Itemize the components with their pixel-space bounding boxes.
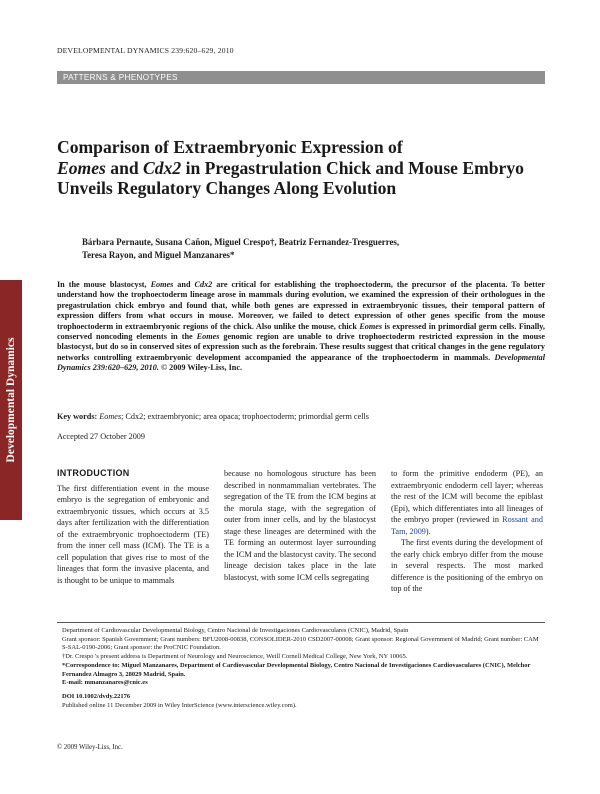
abstract-copyright: © 2009 Wiley-Liss, Inc. — [158, 363, 243, 373]
body-column-2 — [224, 468, 376, 583]
accepted-date: Accepted 27 October 2009 — [57, 432, 145, 441]
body-text: The first events during the development of the early chick embryo differ from the mouse in several respects. The most marked difference is the positioning of the embryo on top of the — [391, 538, 543, 593]
title-gene-eomes: Eomes — [57, 157, 106, 178]
section-band: PATTERNS & PHENOTYPES — [57, 71, 545, 84]
running-head: DEVELOPMENTAL DYNAMICS 239:620–629, 2010 — [57, 46, 234, 55]
abstract — [57, 280, 545, 374]
keywords — [57, 411, 545, 422]
correspondence-email: E-mail: mmanzanares@cnic.es — [62, 679, 148, 687]
body-text: ). — [425, 526, 431, 536]
published-online: Published online 11 December 2009 in Wiley InterScience (www.interscience.wiley.com). — [62, 701, 297, 709]
body-text: The first differentiation event in the mouse embryo is the segregation of embryonic and extraembryonic tissues, which occurs at 3.5 days after fertilization with the differentiation of the extraembryonic trophoectoderm (TE) from the inner cell mass (ICM). The TE is a cell population that gives rise to most of the lineages that form the invasive placenta, and is thought to be unique to mammals — [57, 483, 209, 585]
reference-link[interactable]: Rossant and Tam, 2009 — [391, 515, 543, 536]
abstract-text: genomic region are unable to drive trophoectoderm restricted expression in the mouse blastocyst, but do so in conserved sites of expression such as the forebrain. These results suggest that critical changes in the gene regulatory networks controlling extraembryonic development accompanied the appearance of the trophoectoderm in mammals. — [57, 332, 545, 362]
title-gene-cdx2: Cdx2 — [143, 157, 182, 178]
footnotes — [62, 627, 542, 710]
body-column-3 — [391, 468, 543, 595]
page-copyright: © 2009 Wiley-Liss, Inc. — [57, 744, 123, 751]
abstract-gene: Eomes — [359, 321, 383, 331]
title-part1: Comparison of Extraembryonic Expression of — [57, 137, 403, 157]
title-part2: in Pregastrulation Chick and Mouse Embryo Unveils Regulatory Changes Along Evolution — [57, 157, 524, 198]
body-text: to form the primitive endoderm (PE), an extraembryonic endoderm cell layer; whereas the rest of the ICM will become the epiblast (Epi), which differentiates into all lineages of the embryo proper (reviewed in — [391, 469, 543, 524]
footnote-divider — [57, 622, 545, 623]
keyword-eomes: Eomes — [99, 412, 122, 421]
author-list — [82, 236, 522, 262]
authors-line-2: Teresa Rayon, and Miguel Manzanares* — [82, 250, 235, 260]
doi: DOI 10.1002/dvdy.22176 — [62, 692, 131, 700]
body-column-1 — [57, 468, 209, 586]
correspondence-note: *Correspondence to: Miguel Manzanares, Department of Cardiovascular Developmental Biology, Centro Nacional de Investigaciones Cardiovasculares (CNIC), Melchor Fernandez Almagro 3, 28029 Madrid, Spain. — [62, 661, 531, 678]
authors-line-1: Bárbara Pernaute, Susana Cañon, Miguel Crespo†, Beatriz Fernandez-Tresguerres, — [82, 237, 400, 247]
side-tab-label: Developmental Dynamics — [5, 337, 17, 463]
introduction-heading: INTRODUCTION — [57, 468, 130, 478]
grant-info: Grant sponsor: Spanish Government; Grant numbers: BFU2008-00838, CONSOLIDER-2010 CSD2007-00008; Grant sponsor: Regional Government of Madrid; Grant number: CAM S-SAL-0190-2006; Grant sponsor: the ProCNIC Foundation. — [62, 635, 539, 652]
article-title — [57, 137, 557, 199]
abstract-text: and — [173, 280, 195, 289]
journal-side-tab — [0, 280, 22, 520]
keywords-rest: ; Cdx2; extraembryonic; area opaca; trophoectoderm; primordial germ cells — [121, 412, 369, 421]
keywords-label: Key words: — [57, 412, 98, 421]
present-address-note: †Dr. Crespo 's present address is Department of Neurology and Neuroscience, Weill Cornell Medical College, New York, NY 10065. — [62, 653, 408, 661]
body-text: because no homologous structure has been described in nonmammalian vertebrates. The segregation of the TE from the ICM begins at the morula stage, with the segregation of outer from inner cells, and by the blastocyst stage these lineages are determined with the TE forming an outermost layer surrounding the ICM and the blastocyst cavity. The second lineage decision takes place in the late blastocyst, with some ICM cells segregating — [224, 469, 376, 582]
abstract-text: In the mouse blastocyst, — [57, 280, 151, 289]
abstract-gene: Cdx2 — [194, 280, 213, 289]
abstract-gene: Eomes — [150, 280, 174, 289]
affiliation: Department of Cardiovascular Developmental Biology, Centro Nacional de Investigaciones Cardiovasculares (CNIC), Madrid, Spain — [62, 627, 409, 634]
title-and: and — [105, 157, 144, 178]
abstract-gene: Eomes — [196, 332, 220, 342]
abstract-text: are critical for establishing the trophoectoderm, the precursor of the placenta. To better understand how the trophoectoderm lineage arose in mammals during evolution, we examined the expression of their orthologues in the pregastrulation chick embryo and found that, while both genes are expressed in extraembryonic tissues, their temporal pattern of expression differs from what occurs in mouse. Moreover, we failed to detect expression of other genes specific from the mouse trophoectoderm in extraembryonic regions of the chick. Also unlike the mouse, chick — [57, 280, 545, 331]
abstract-citation: Developmental Dynamics 239:620–629, 2010. — [57, 352, 545, 373]
abstract-text: is expressed in primordial germ cells. Finally, conserved noncoding elements in the — [57, 321, 545, 342]
